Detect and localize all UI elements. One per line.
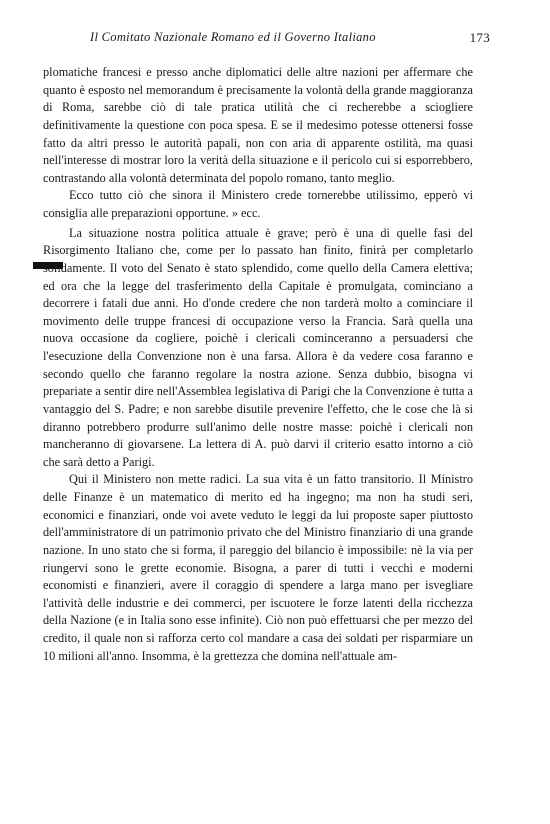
paragraph-closing-quote: Ecco tutto ciò che sinora il Ministero crede tornerebbe utilissimo, epperò vi consiglia alle preparazioni opportune. » ecc. (43, 188, 473, 220)
page-body (43, 64, 473, 665)
page-number: 173 (469, 30, 490, 45)
paragraph-ministry: Qui il Ministero non mette radici. La sua vita è un fatto transitorio. Il Ministro delle Finanze è un matematico di merito ed ha ingegno; ma non ha studi seri, economici e finanziari, onde voi avete veduto le leggi da lui proposte saper piuttosto dell'amministratore di un patrimonio privato che del Ministro finanziario di una grande nazione. In uno stato che si forma, il pareggio del bilancio è impossibile: nè la via per riungervi sono le grette economie. Bisogna, a parer di tutti i vecchi e moderni economisti e finanzieri, avere il coraggio di spendere a larga mano per isvegliare l'attività delle industrie e dei commerci, per iscuotere le forze latenti della ricchezza della Nazione (e in Italia sono esse infinite). Ciò non può effettuarsi che per mezzo del credito, il quale non si rafforza certo col mandare a casa dei soldati per risparmiare un 10 milioni all'anno. Insomma, è la grettezza che domina nell'attuale am- (43, 472, 473, 663)
paragraph-political-situation: La situazione nostra politica attuale è grave; però è una di quelle fasi del Risorgimento Italiano che, come per lo passato han finito, finirà per completarlo solidamente. Il voto del Senato è stato splendido, come quello della Camera elettiva; ed ora che la legge del trasferimento della Capitale è promulgata, cominciano a decorrere i fatali due anni. Ho d'onde credere che non tarderà molto a cominciare il movimento delle truppe francesi di occupazione verso la Francia. Sarà quella una nuova occasione da cogliere, poichè i clericali cominceranno a persuadersi che l'esecuzione della Convenzione non è una farsa. Allora è da vedere cosa faranno e secondo quello che faranno regolare la nostra azione. Senza dubbio, bisogna vi prepariate a sentir dire nell'Assemblea legislativa di Parigi che la Convenzione è tutta a vantaggio del S. Padre; e non sarebbe disutile prevenire l'effetto, che le cose che là si diranno potrebbero produrre sull'animo delle nostre masse: poichè i clericali non mancheranno di giovarsene. La lettera di A. può darvi il criterio esatto intorno a ciò che sarà detto a Parigi. (43, 225, 473, 469)
running-header (90, 30, 490, 48)
paragraph-continuation: plomatiche francesi e presso anche diplomatici delle altre nazioni per affermare che quanto è esposto nel memorandum è precisamente la volontà della grande maggioranza di Roma, sarebbe ciò di tale pratica utilità che ci recherebbe a sciogliere definitivamente la questione con poca spesa. E se il medesimo potesse ottenersi fosse fatto da altri presso le autorità papali, non con aria di apparente ostilità, ma quasi nell'interesse di mostrar loro la verità della situazione e il pericolo cui si esporrebbero, contrastando alla volontà determinata del popolo romano, tanto meglio. (43, 65, 473, 185)
running-title: Il Comitato Nazionale Romano ed il Governo Italiano (90, 30, 376, 44)
